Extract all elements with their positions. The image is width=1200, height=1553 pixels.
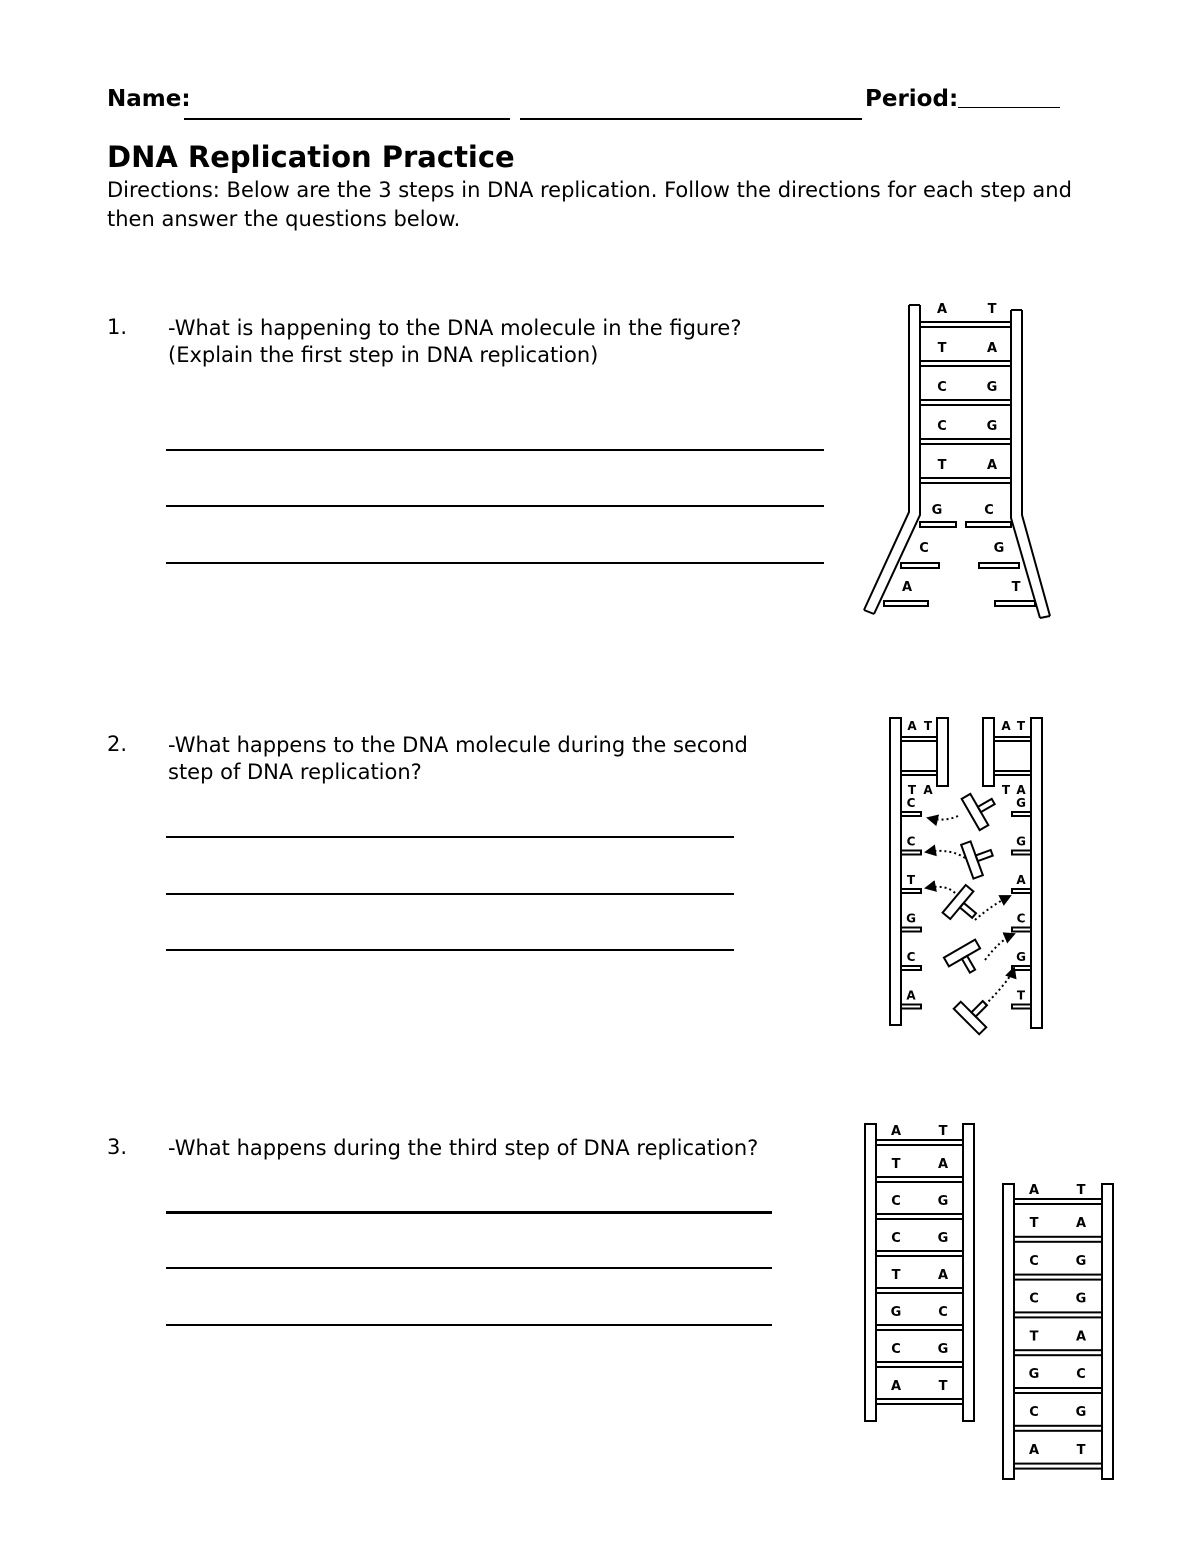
figure-1-base-right: G bbox=[986, 419, 998, 434]
figure-1-base-pair-rung bbox=[920, 478, 1011, 483]
figure-2-right-strand-base: A bbox=[1016, 873, 1026, 887]
figure-2-left-exposed-base bbox=[901, 889, 921, 893]
figure-2-top-base-right: T bbox=[1016, 719, 1026, 733]
figure-1-base-left: C bbox=[937, 419, 947, 434]
figure-1-base-left: T bbox=[937, 341, 947, 356]
figure-3-ladder-2-rung bbox=[1014, 1426, 1102, 1431]
figure-2-left-strand-base: C bbox=[906, 834, 916, 849]
figure-1-base-left: T bbox=[937, 458, 947, 473]
figure-3-ladder-2-base-right: A bbox=[1075, 1329, 1087, 1345]
figure-3-ladder-1-base-right: A bbox=[937, 1157, 949, 1172]
figure-2-free-nucleotide bbox=[961, 836, 998, 879]
figure-3-ladder-1-base-left: C bbox=[891, 1231, 901, 1246]
figure-1-base-right: G bbox=[986, 380, 998, 395]
figure-3-ladder-1-rung bbox=[876, 1362, 963, 1367]
figure-2-top-base-left: T bbox=[1001, 783, 1011, 797]
figure-1-base-right: A bbox=[986, 458, 998, 473]
figure-3-ladder-2-base-left: T bbox=[1029, 1329, 1039, 1345]
figure-2-right-exposed-base bbox=[1012, 812, 1031, 816]
figure-2-left-strand-base: G bbox=[906, 911, 916, 926]
figure-3-ladder-1-rung bbox=[876, 1399, 963, 1404]
figure-3-ladder-1-base-right: T bbox=[938, 1379, 948, 1394]
figure-3-ladder-1-rung bbox=[876, 1214, 963, 1219]
figure-2-right-strand-base: G bbox=[1016, 796, 1026, 810]
figure-3-ladder-1-base-right: T bbox=[938, 1124, 948, 1139]
figure-3-ladder-2-base-left: C bbox=[1029, 1253, 1039, 1269]
period-label: Period: bbox=[865, 86, 959, 112]
name-label: Name: bbox=[107, 86, 191, 112]
figure-2-left-exposed-base bbox=[901, 851, 921, 855]
question-2-number: 2. bbox=[107, 732, 128, 756]
figure-1-unzipping-dna bbox=[864, 305, 1050, 618]
figure-1-base-left: A bbox=[936, 302, 948, 317]
figure-3-ladder-2-base-left: T bbox=[1029, 1216, 1039, 1231]
figure-2-left-strand-base: T bbox=[906, 873, 916, 887]
figure-3-ladder-1-rung bbox=[876, 1140, 963, 1145]
figure-3-ladder-2-base-left: C bbox=[1029, 1405, 1039, 1420]
figure-1-base-right: C bbox=[984, 503, 994, 518]
figure-2-top-base-left: T bbox=[907, 783, 917, 797]
question-1-text: -What is happening to the DNA molecule in the figure? (Explain the first step in DNA replication) bbox=[168, 316, 742, 367]
figure-2-left-exposed-base bbox=[901, 966, 921, 970]
figure-2-right-strand-base: G bbox=[1016, 834, 1026, 849]
figure-1-base-right: G bbox=[993, 541, 1005, 556]
figure-1-unpaired-base-right bbox=[966, 522, 1011, 527]
directions-text: Directions: Below are the 3 steps in DNA replication. Follow the directions for each step and then answer the questions below. bbox=[107, 178, 1072, 231]
figure-1-base-left: C bbox=[937, 380, 947, 395]
figure-3-ladder-2-rung bbox=[1014, 1388, 1102, 1393]
figure-1-base-right: T bbox=[987, 302, 997, 317]
figure-2-top-rung bbox=[994, 737, 1031, 741]
figure-3-ladder-1-rung bbox=[876, 1251, 963, 1256]
figure-2-right-strand-base: C bbox=[1016, 911, 1026, 926]
figure-3-ladder-1-base-left: G bbox=[890, 1305, 902, 1320]
figure-2-right-strand-base: T bbox=[1016, 988, 1026, 1003]
figure-2-top-base-right: A bbox=[923, 783, 933, 797]
figure-2-top-rung bbox=[994, 771, 1031, 775]
question-3-number: 3. bbox=[107, 1135, 128, 1159]
figure-3-ladder-2-base-right: A bbox=[1075, 1216, 1087, 1231]
figure-2-top-rung bbox=[901, 737, 937, 741]
figure-3-ladder-1-base-left: A bbox=[890, 1124, 902, 1139]
figure-1-unpaired-base-left bbox=[901, 563, 939, 568]
figure-3-ladder-2-rung bbox=[1014, 1199, 1102, 1204]
figure-1-unpaired-base-right bbox=[979, 563, 1019, 568]
figure-3-ladder-1-rung bbox=[876, 1288, 963, 1293]
figure-3-ladder-2-base-left: C bbox=[1029, 1291, 1039, 1307]
figure-3-ladder-2-base-left: A bbox=[1028, 1183, 1040, 1198]
figure-3-ladder-2-rung bbox=[1014, 1237, 1102, 1242]
figure-2-left-strand-base: C bbox=[906, 796, 916, 810]
figure-2-right-exposed-base bbox=[1012, 966, 1031, 970]
figure-2-left-strand-base: A bbox=[906, 988, 916, 1003]
figure-3-ladder-1-base-right: A bbox=[937, 1268, 949, 1283]
figure-2-right-exposed-base bbox=[1012, 851, 1031, 855]
figure-2-top-base-right: A bbox=[1016, 783, 1026, 797]
figure-2-top-base-right: T bbox=[923, 719, 933, 733]
figure-3-ladder-1-base-right: G bbox=[937, 1342, 949, 1357]
figure-3-ladder-2-base-right: G bbox=[1075, 1291, 1087, 1307]
figure-2-right-exposed-base bbox=[1012, 889, 1031, 893]
figure-1-unpaired-base-right bbox=[995, 601, 1035, 606]
figure-3-ladder-1-base-right: C bbox=[938, 1305, 948, 1320]
figure-1-base-pair-rung bbox=[920, 400, 1011, 405]
figure-1-base-left: A bbox=[901, 580, 913, 595]
figure-1-unpaired-base-left bbox=[920, 522, 956, 527]
figure-2-free-nucleotide bbox=[943, 885, 986, 929]
page-title: DNA Replication Practice bbox=[107, 140, 515, 174]
figure-3-ladder-1-base-left: T bbox=[891, 1268, 901, 1283]
figure-2-left-exposed-base bbox=[901, 812, 921, 816]
figure-2-free-nucleotide bbox=[954, 990, 998, 1034]
figure-3-ladder-1-rung bbox=[876, 1325, 963, 1330]
figure-3-ladder-2-base-left: G bbox=[1028, 1367, 1040, 1383]
figure-3-ladder-2-rung bbox=[1014, 1350, 1102, 1355]
question-1-number: 1. bbox=[107, 315, 128, 339]
figure-1-unpaired-base-left bbox=[884, 601, 928, 606]
figure-3-ladder-2-base-right: C bbox=[1076, 1367, 1086, 1383]
figure-3-ladder-1-base-left: A bbox=[890, 1379, 902, 1394]
figure-2-free-nucleotide bbox=[962, 786, 1003, 830]
figure-2-left-exposed-base bbox=[901, 1005, 921, 1009]
figure-2-right-exposed-base bbox=[1012, 928, 1031, 932]
figure-1-base-pair-rung bbox=[920, 361, 1011, 366]
figure-3-ladder-2-base-right: G bbox=[1075, 1253, 1087, 1269]
question-2-text: -What happens to the DNA molecule during the second step of DNA replication? bbox=[168, 733, 748, 784]
figure-3-ladder-2-base-left: A bbox=[1028, 1442, 1040, 1458]
figure-2-right-strand-base: G bbox=[1016, 950, 1026, 964]
figure-3-ladder-1-base-right: G bbox=[937, 1194, 949, 1209]
figure-1-base-left: C bbox=[919, 541, 929, 556]
figure-3-ladder-2-base-right: T bbox=[1076, 1183, 1086, 1198]
figure-2-free-nucleotide bbox=[944, 940, 988, 981]
figure-3-ladder-1-rung bbox=[876, 1177, 963, 1182]
figure-1-base-pair-rung bbox=[920, 322, 1011, 327]
figure-2-left-strand-base: C bbox=[906, 950, 916, 964]
figure-3-ladder-2-base-right: G bbox=[1075, 1405, 1087, 1420]
figure-3-base-labels bbox=[891, 1124, 1087, 1458]
figure-3-ladder-1-base-right: G bbox=[937, 1231, 949, 1246]
figure-2-top-base-left: A bbox=[1001, 719, 1011, 733]
figure-3-ladder-1-base-left: T bbox=[891, 1157, 901, 1172]
figure-2-top-rung bbox=[901, 771, 937, 775]
figure-3-ladder-1-base-left: C bbox=[891, 1342, 901, 1357]
figure-1-base-right: T bbox=[1011, 580, 1021, 595]
question-3-text: -What happens during the third step of DNA replication? bbox=[168, 1136, 759, 1160]
figure-2-top-base-left: A bbox=[907, 719, 917, 733]
figure-2-right-exposed-base bbox=[1012, 1005, 1031, 1009]
figure-1-base-left: G bbox=[931, 503, 943, 518]
figure-2-left-exposed-base bbox=[901, 928, 921, 932]
figure-3-ladder-2-base-right: T bbox=[1076, 1442, 1086, 1458]
figure-1-base-pair-rung bbox=[920, 439, 1011, 444]
figure-3-ladder-2-rung bbox=[1014, 1464, 1102, 1469]
figure-3-ladder-1-base-left: C bbox=[891, 1194, 901, 1209]
figure-3-ladder-2-rung bbox=[1014, 1312, 1102, 1317]
figure-1-base-right: A bbox=[986, 341, 998, 356]
figure-3-ladder-2-rung bbox=[1014, 1275, 1102, 1280]
